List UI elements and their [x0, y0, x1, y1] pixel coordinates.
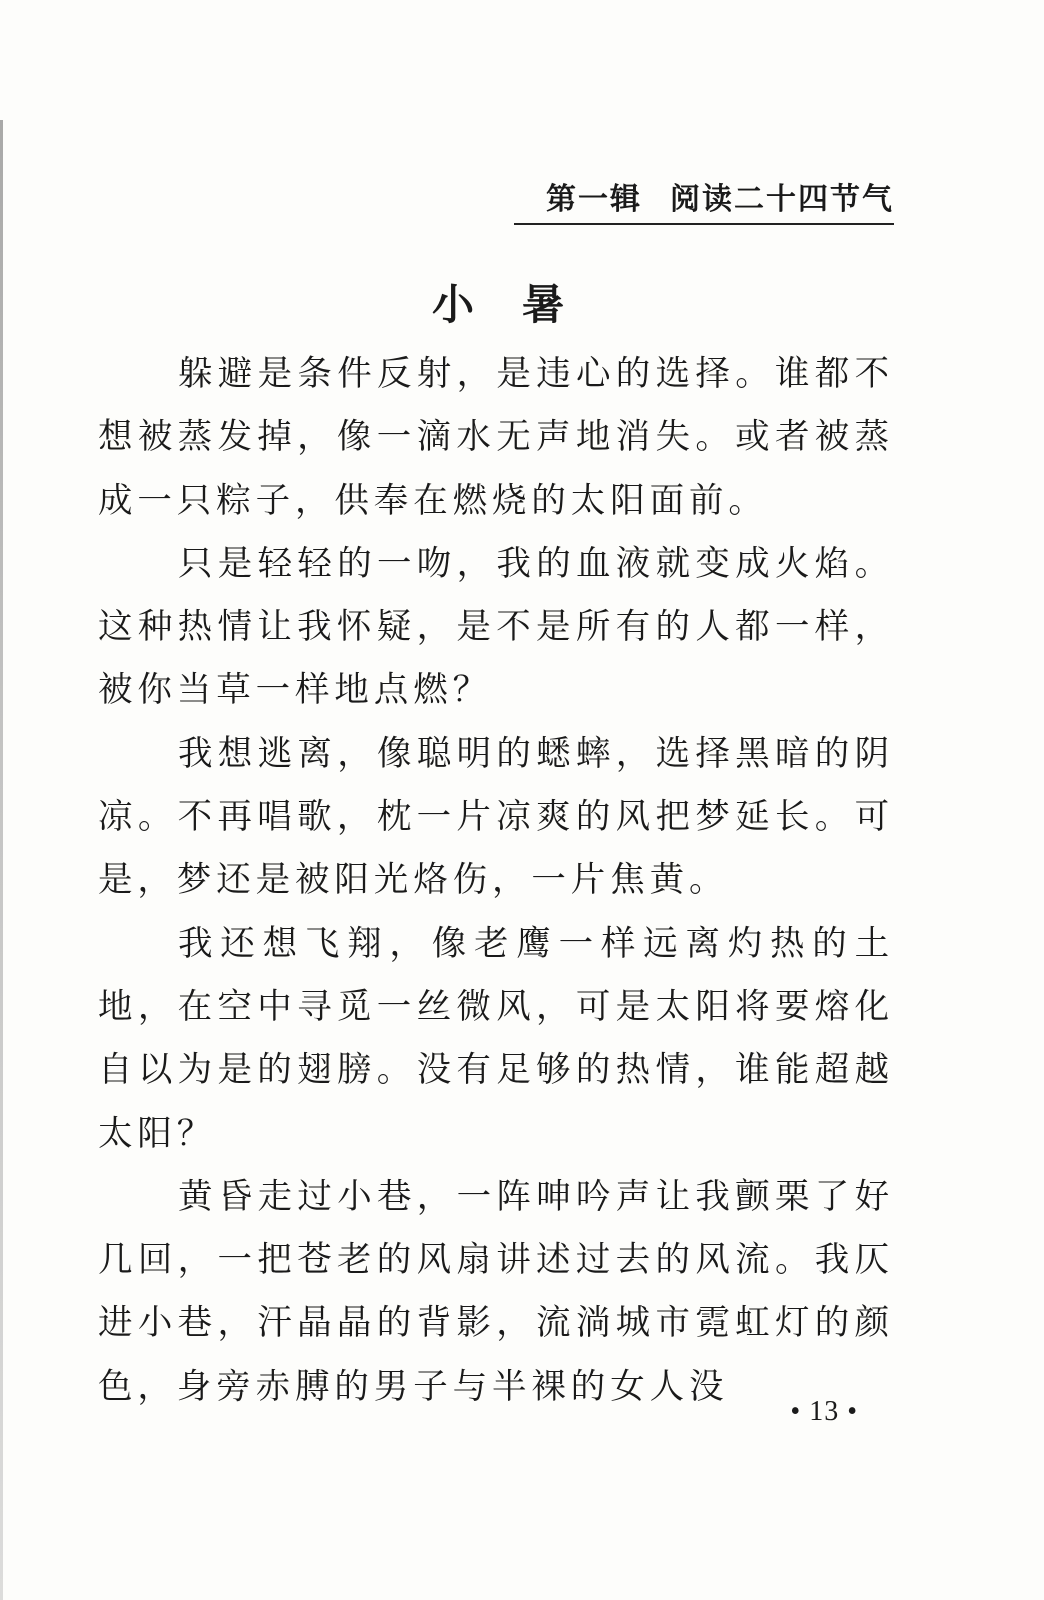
running-header	[514, 178, 894, 226]
body-text	[98, 343, 894, 1419]
chapter-title: 小暑	[431, 280, 612, 329]
page-number: • 13 •	[790, 1396, 858, 1427]
header-series: 阅读二十四节气	[670, 182, 894, 217]
paragraph: 我还想飞翔，像老鹰一样远离灼热的土地，在空中寻觅一丝微风，可是太阳将要熔化自以为是的翅膀。没有足够的热情，谁能超越太阳？	[98, 923, 894, 1154]
paragraph: 黄昏走过小巷，一阵呻吟声让我颤栗了好几回，一把苍老的风扇讲述过去的风流。我仄进小巷，汗晶晶的背影，流淌城市霓虹灯的颜色，身旁赤膊的男子与半裸的女人没	[98, 1176, 894, 1407]
paragraph: 躲避是条件反射，是违心的选择。谁都不想被蒸发掉，像一滴水无声地消失。或者被蒸成一只粽子，供奉在燃烧的太阳面前。	[98, 354, 894, 521]
paragraph: 只是轻轻的一吻，我的血液就变成火焰。这种热情让我怀疑，是不是所有的人都一样，被你当草一样地点燃？	[98, 543, 894, 711]
paragraph: 我想逃离，像聪明的蟋蟀，选择黑暗的阴凉。不再唱歌，枕一片凉爽的风把梦延长。可是，梦还是被阳光烙伤，一片焦黄。	[98, 733, 894, 901]
header-rule	[514, 223, 894, 225]
header-section: 第一辑	[546, 182, 642, 217]
page-binding-edge	[0, 120, 3, 1600]
